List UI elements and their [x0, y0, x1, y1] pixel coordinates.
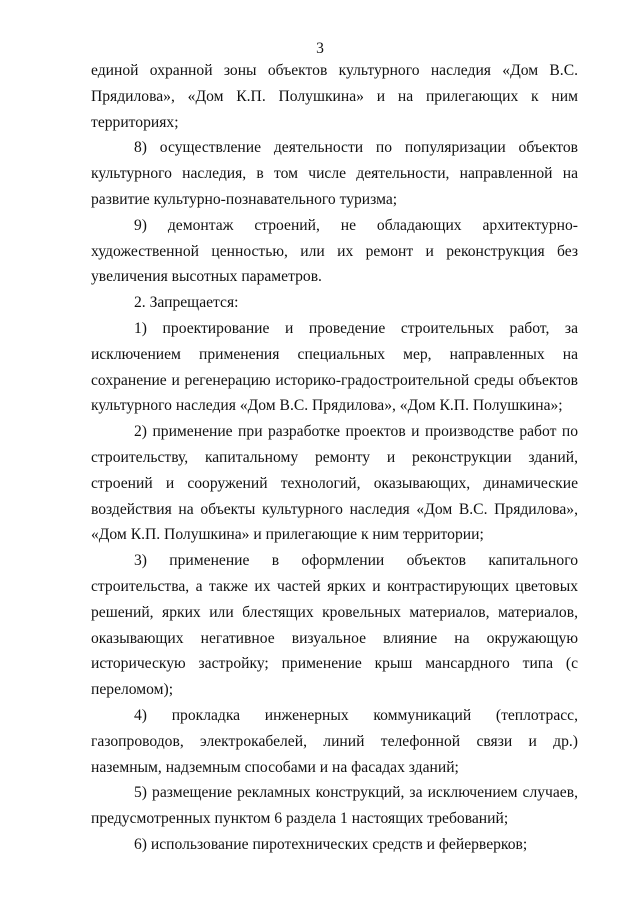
paragraph-prohibited-5: 5) размещение рекламных конструкций, за исключением случаев, предусмотренных пунктом 6 раздела 1 настоящих требований;	[91, 784, 578, 828]
section-heading-prohibited: 2. Запрещается:	[134, 294, 239, 312]
page-number: 3	[316, 40, 324, 57]
paragraph-prohibited-3: 3) применение в оформлении объектов капитального строительства, а также их частей ярких и контрастирующих цветовых решений, ярких или блестящих кровельных материалов, материалов, оказывающих негативное визуальное влияние на окружающую историческую застройку; применение крыш мансардного типа (с переломом);	[91, 552, 578, 699]
paragraph-item-8: 8) осуществление деятельности по популяризации объектов культурного наследия, в том числе деятельности, направленной на развитие культурно-познавательного туризма;	[91, 139, 578, 208]
paragraph-continuation: единой охранной зоны объектов культурного наследия «Дом В.С. Прядилова», «Дом К.П. Полушкина» и на прилегающих к ним территориях;	[91, 62, 578, 131]
paragraph-prohibited-2: 2) применение при разработке проектов и производстве работ по строительству, капитальному ремонту и реконструкции зданий, строений и сооружений технологий, оказывающих, динамические воздействия на объекты культурного наследия «Дом В.С. Прядилова», «Дом К.П. Полушкина» и прилегающие к ним территории;	[91, 423, 578, 544]
paragraph-prohibited-6: 6) использование пиротехнических средств и фейерверков;	[134, 835, 528, 853]
document-body	[91, 58, 578, 858]
paragraph-prohibited-1: 1) проектирование и проведение строительных работ, за исключением применения специальных мер, направленных на сохранение и регенерацию историко-градостроительной среды объектов культурного наследия «Дом В.С. Прядилова», «Дом К.П. Полушкина»;	[91, 319, 578, 415]
paragraph-prohibited-4: 4) прокладка инженерных коммуникаций (теплотрасс, газопроводов, электрокабелей, линий телефонной связи и др.) наземным, надземным способами и на фасадах зданий;	[91, 706, 578, 776]
paragraph-item-9: 9) демонтаж строений, не обладающих архитектурно-художественной ценностью, или их ремонт и реконструкция без увеличения высотных параметров.	[91, 216, 578, 286]
